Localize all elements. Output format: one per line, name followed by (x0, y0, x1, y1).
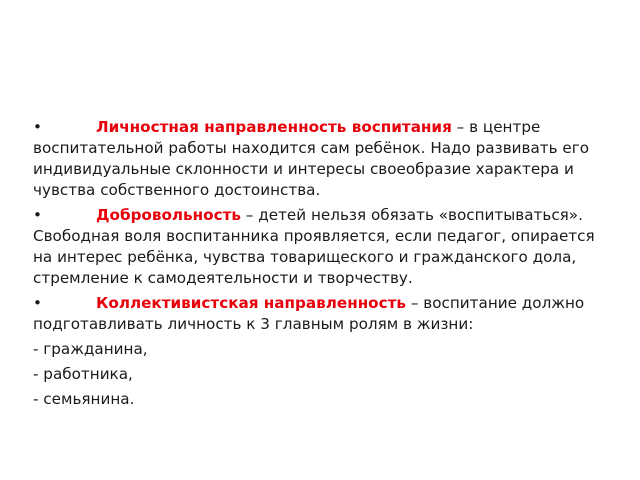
role-item-citizen: - гражданина, (33, 340, 148, 358)
role-item-family-man: - семьянина. (33, 390, 135, 408)
bullet-marker: • (33, 118, 42, 136)
slide-body (33, 117, 608, 414)
principle-voluntariness (33, 205, 608, 289)
principle-description: – в центре воспитательной работы находится сам ребёнок. Надо развивать его индивидуальные склонности и интересы своеобразие характера и чувства собственного достоинства. (33, 118, 590, 199)
principle-term: Коллективистская направленность (96, 294, 407, 312)
principle-description: – воспитание должно подготавливать личность к 3 главным ролям в жизни: (33, 294, 585, 333)
principle-term: Добровольность (96, 206, 241, 224)
role-item-worker: - работника, (33, 365, 133, 383)
principle-term: Личностная направленность воспитания (96, 118, 452, 136)
principle-personal-orientation (33, 117, 608, 201)
principle-collectivist-orientation (33, 293, 608, 335)
principle-description: – детей нельзя обязать «воспитываться». Свободная воля воспитанника проявляется, если педагог, опирается на интерес ребёнка, чувства товарищеского и гражданского дола, стремление к самодеятельности и творчеству. (33, 206, 595, 287)
bullet-marker: • (33, 206, 42, 224)
roles-list (33, 339, 608, 410)
bullet-marker: • (33, 294, 42, 312)
